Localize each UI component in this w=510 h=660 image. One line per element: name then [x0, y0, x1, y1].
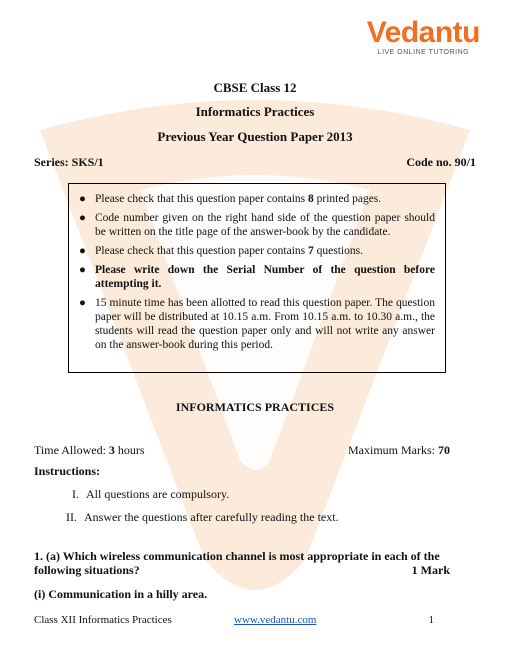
title-paper: Previous Year Question Paper 2013 — [157, 129, 353, 144]
note-text: Please check that this question paper contains — [95, 193, 309, 205]
notes-box — [68, 183, 446, 373]
note-text-end: printed pages. — [313, 193, 382, 205]
note-item — [79, 263, 435, 291]
instruction-number: II. — [66, 510, 77, 524]
note-text-end: questions. — [313, 245, 363, 257]
notes-list — [79, 192, 435, 352]
time-unit: hours — [114, 443, 145, 457]
note-emphasis: 8 — [308, 193, 314, 205]
logo-wordmark: Vedantu — [366, 16, 480, 49]
logo-tagline: LIVE ONLINE TUTORING — [377, 49, 470, 56]
title-cbse-class: CBSE Class 12 — [213, 80, 297, 95]
marks-value: 70 — [438, 443, 450, 457]
question-1a-part-i: (i) Communication in a hilly area. — [34, 587, 208, 601]
bullet-icon: ● — [79, 245, 86, 257]
footer-page-number: 1 — [428, 614, 434, 626]
bullet-icon: ● — [79, 297, 86, 309]
code-label: Code no. 90/1 — [406, 155, 476, 169]
instruction-text: Answer the questions after carefully reading the text. — [84, 510, 339, 524]
note-item — [79, 244, 435, 258]
instruction-item — [66, 510, 339, 525]
title-subject: Informatics Practices — [195, 104, 315, 119]
note-text: Code number given on the right hand side of the question paper should be written on the title page of the answer-book by the candidate. — [95, 212, 435, 238]
marks-label: Maximum Marks: — [348, 443, 438, 457]
section-heading: INFORMATICS PRACTICES — [175, 400, 335, 414]
instruction-item — [72, 487, 229, 502]
bullet-icon: ● — [79, 193, 86, 205]
time-value: 3 — [108, 443, 115, 457]
note-text: 15 minute time has been allotted to read this question paper. The question paper will be distributed at 10.15 a.m. From 10.15 a.m. to 10.30 a.m., the students will read the question paper only and will not write any answer on the answer-book during this period. — [95, 297, 435, 351]
series-label: Series: SKS/1 — [34, 155, 104, 169]
footer-website-link[interactable]: www.vedantu.com — [234, 614, 317, 626]
time-allowed — [34, 443, 145, 458]
question-1a: 1. (a) Which wireless communication channel is most appropriate in each of the following situations? — [34, 549, 440, 577]
bullet-icon: ● — [79, 264, 86, 276]
question-1a-marks: 1 Mark — [411, 563, 450, 577]
footer-class-label: Class XII Informatics Practices — [34, 614, 172, 626]
maximum-marks — [348, 443, 450, 458]
note-item — [79, 211, 435, 239]
note-text: Please check that this question paper contains — [95, 245, 309, 257]
instructions-heading: Instructions: — [34, 464, 101, 478]
instruction-text: All questions are compulsory. — [86, 487, 230, 501]
time-label: Time Allowed: — [34, 443, 109, 457]
bullet-icon: ● — [79, 212, 86, 224]
note-emphasis: 7 — [308, 245, 314, 257]
note-emphasis: Please write down the Serial Number of the question before attempting it. — [95, 264, 435, 290]
instruction-number: I. — [72, 487, 79, 501]
note-item — [79, 296, 435, 352]
note-item — [79, 192, 435, 206]
